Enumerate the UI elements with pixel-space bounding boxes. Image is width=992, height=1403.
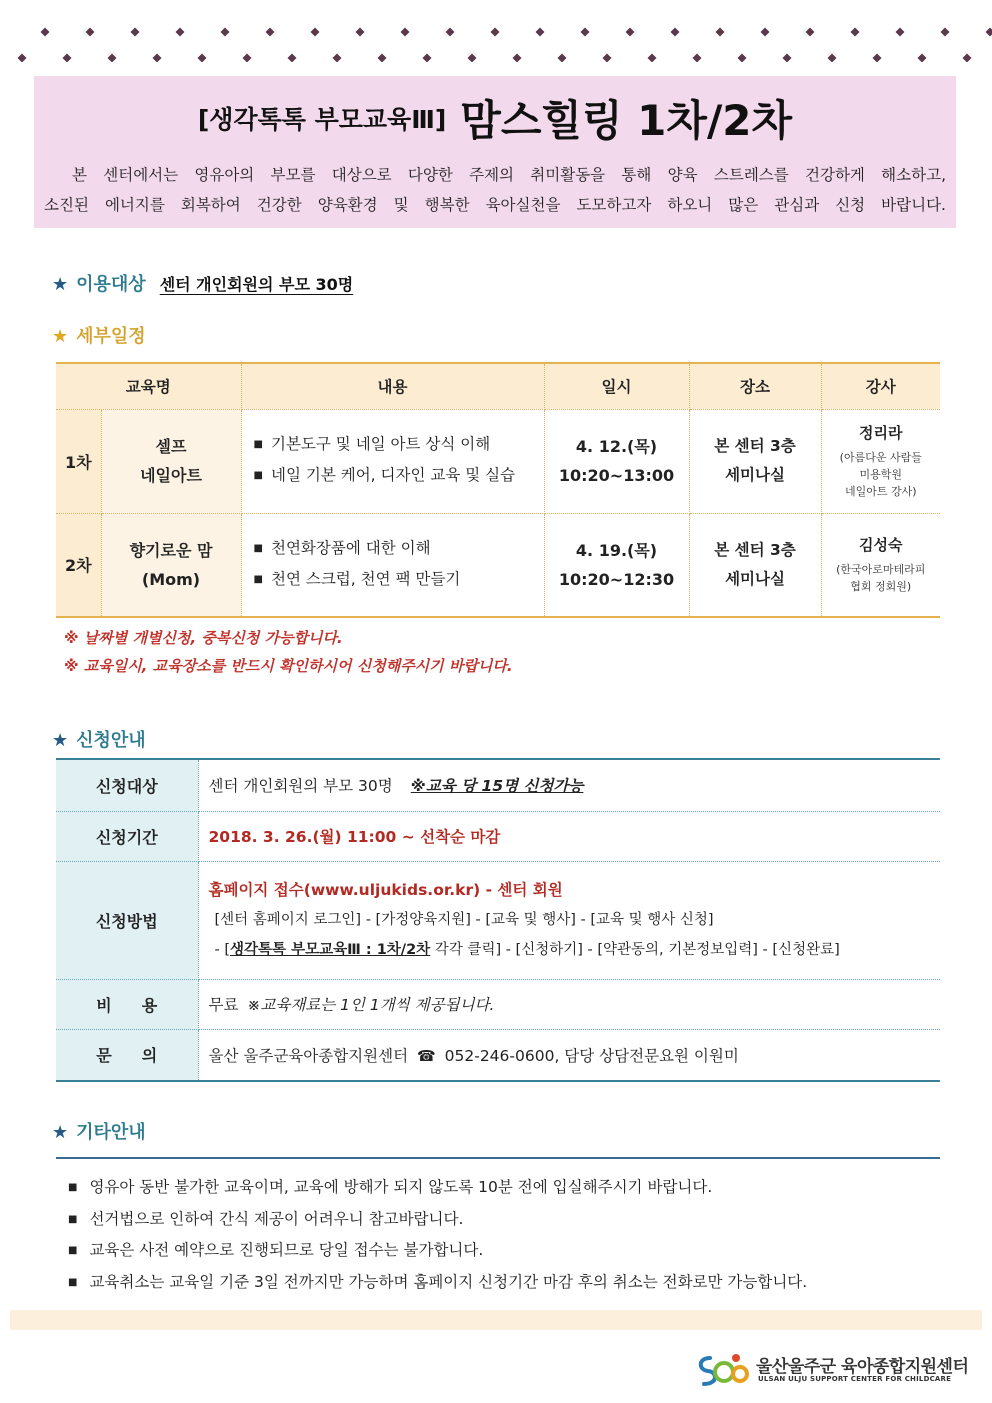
table-row bbox=[56, 811, 940, 861]
place: 세미나실 bbox=[725, 466, 785, 484]
content-item: ■ 기본도구 및 네일 아트 상식 이해 bbox=[254, 430, 544, 461]
table-row bbox=[56, 513, 940, 617]
logo-name-ko: 울산울주군 육아종합지원센터 bbox=[756, 1357, 969, 1377]
dot-mark bbox=[41, 28, 50, 37]
target-heading: 이용대상 bbox=[76, 274, 146, 295]
round-cell: 1차 bbox=[56, 409, 101, 513]
content-item: ■ 천연 스크럽, 천연 팩 만들기 bbox=[254, 565, 544, 596]
star-icon: ★ bbox=[52, 1122, 69, 1143]
apply-heading: 신청안내 bbox=[76, 730, 146, 751]
apply-period-label: 신청기간 bbox=[56, 811, 198, 861]
header-content: 내용 bbox=[241, 363, 544, 409]
dot-mark bbox=[851, 28, 860, 37]
content-item: ■ 네일 기본 케어, 디자인 교육 및 실습 bbox=[254, 461, 544, 492]
dot-mark bbox=[108, 54, 117, 63]
lecturer-org: (한국아로마테라피 bbox=[836, 563, 926, 577]
method-seg: - [ bbox=[214, 942, 230, 958]
program-name: 향기로운 맘 bbox=[129, 540, 213, 560]
dot-mark bbox=[896, 28, 905, 37]
method-line bbox=[209, 935, 941, 965]
dot-mark bbox=[941, 28, 950, 37]
list-item: ■ 영유아 동반 불가한 교육이며, 교육에 방해가 되지 않도록 10분 전에 입실해주시기 바랍니다. bbox=[68, 1173, 940, 1205]
apply-table bbox=[56, 758, 940, 1082]
table-row bbox=[56, 759, 940, 811]
phone-icon: ☎ bbox=[417, 1046, 436, 1065]
list-item: ■ 교육은 사전 예약으로 진행되므로 당일 접수는 불가합니다. bbox=[68, 1236, 940, 1268]
header-name: 교육명 bbox=[56, 363, 241, 409]
banner-title bbox=[34, 88, 956, 148]
program-name-cell bbox=[101, 513, 241, 617]
apply-contact-org: 울산 울주군육아종합지원센터 bbox=[208, 1046, 409, 1065]
lecturer-org: 협회 정회원) bbox=[850, 580, 912, 594]
apply-target-note: ※교육 당 15명 신청가능 bbox=[410, 777, 584, 796]
table-row bbox=[56, 409, 940, 513]
logo-mark-icon bbox=[696, 1350, 750, 1390]
schedule-notes bbox=[64, 624, 513, 680]
star-icon: ★ bbox=[52, 730, 69, 751]
apply-cost-cell bbox=[198, 979, 940, 1029]
table-row bbox=[56, 979, 940, 1029]
dot-mark bbox=[333, 54, 342, 63]
dot-mark bbox=[603, 54, 612, 63]
apply-target-value: 센터 개인회원의 부모 30명 bbox=[208, 777, 393, 796]
method-seg: 각각 클릭] - [신청하기] - [약관동의, 기본정보입력] - [신청완료] bbox=[430, 942, 840, 958]
list-item: ■ 선거법으로 인하여 간식 제공이 어려우니 참고바랍니다. bbox=[68, 1205, 940, 1237]
dot-mark bbox=[401, 28, 410, 37]
other-info-box bbox=[56, 1157, 940, 1315]
dot-mark bbox=[243, 54, 252, 63]
center-logo bbox=[696, 1350, 976, 1390]
header-place: 장소 bbox=[689, 363, 821, 409]
content-cell bbox=[241, 409, 544, 513]
dot-mark bbox=[806, 28, 815, 37]
dot-mark bbox=[986, 28, 992, 37]
content-cell bbox=[241, 513, 544, 617]
time: 10:20~12:30 bbox=[558, 569, 675, 589]
note-line: ※ 날짜별 개별신청, 중복신청 가능합니다. bbox=[64, 629, 343, 647]
place: 본 센터 3층 bbox=[714, 540, 796, 559]
dot-mark bbox=[63, 54, 72, 63]
time: 10:20~13:00 bbox=[558, 466, 675, 485]
schedule-section-heading bbox=[52, 322, 146, 348]
apply-cost-value: 무료 bbox=[208, 996, 239, 1014]
lecturer-org: (아름다운 사람들 bbox=[839, 451, 922, 464]
star-icon: ★ bbox=[52, 326, 69, 347]
table-row bbox=[56, 861, 940, 979]
apply-contact-label: 문의 bbox=[96, 1046, 188, 1066]
apply-contact-rest: 052-246-0600, 담당 상담전문요원 이원미 bbox=[444, 1046, 739, 1065]
schedule-heading: 세부일정 bbox=[76, 326, 146, 347]
header-lecturer: 강사 bbox=[821, 363, 940, 409]
star-icon: ★ bbox=[52, 274, 69, 295]
program-name-cell bbox=[101, 409, 241, 513]
banner-pretitle: [생각톡톡 부모교육Ⅲ] bbox=[197, 105, 447, 134]
method-program-name: 생각톡톡 부모교육Ⅲ : 1차/2차 bbox=[230, 942, 431, 958]
content-item: ■ 천연화장품에 대한 이해 bbox=[254, 534, 544, 565]
target-section bbox=[52, 270, 353, 296]
lecturer-name: 김성숙 bbox=[859, 536, 903, 555]
date: 4. 19.(목) bbox=[575, 540, 658, 560]
dot-mark bbox=[873, 54, 882, 63]
dot-mark bbox=[671, 28, 680, 37]
apply-contact-cell bbox=[198, 1029, 940, 1081]
apply-cost-label: 비용 bbox=[96, 995, 188, 1015]
dot-mark bbox=[423, 54, 432, 63]
place: 본 센터 3층 bbox=[714, 437, 796, 455]
round-cell: 2차 bbox=[56, 513, 101, 617]
dot-mark bbox=[738, 54, 747, 63]
dot-mark bbox=[131, 28, 140, 37]
dot-mark bbox=[221, 28, 230, 37]
dot-mark bbox=[761, 28, 770, 37]
method-line: 홈페이지 접수(www.uljukids.or.kr) - 센터 회원 bbox=[208, 881, 563, 899]
dot-mark bbox=[311, 28, 320, 37]
intro-line: 본 센터에서는 영유아의 부모를 대상으로 다양한 주제의 취미활동을 통해 양육 스트레스를 건강하게 해소하고, bbox=[72, 166, 946, 184]
title-banner bbox=[34, 76, 956, 228]
apply-method-label: 신청방법 bbox=[56, 861, 198, 979]
dot-mark bbox=[716, 28, 725, 37]
dot-mark bbox=[378, 54, 387, 63]
apply-contact-label-cell bbox=[56, 1029, 198, 1081]
dot-mark bbox=[693, 54, 702, 63]
apply-cost-note: ※교육재료는 1인 1개씩 제공됩니다. bbox=[247, 996, 495, 1014]
dot-border bbox=[0, 22, 992, 62]
place-cell bbox=[689, 513, 821, 617]
dot-mark bbox=[288, 54, 297, 63]
dot-mark bbox=[153, 54, 162, 63]
dot-mark bbox=[18, 54, 27, 63]
banner-main-title: 맘스힐링 1차/2차 bbox=[460, 96, 793, 145]
dot-mark bbox=[963, 54, 972, 63]
dot-mark bbox=[581, 28, 590, 37]
dot-mark bbox=[558, 54, 567, 63]
program-name: 셀프 bbox=[155, 437, 187, 456]
program-name: (Mom) bbox=[141, 569, 201, 589]
list-item: ■ 교육취소는 교육일 기준 3일 전까지만 가능하며 홈페이지 신청기간 마감 후의 취소는 전화로만 가능합니다. bbox=[68, 1268, 940, 1300]
dot-mark bbox=[536, 28, 545, 37]
dot-mark bbox=[783, 54, 792, 63]
lecturer-org: 미용학원 bbox=[859, 468, 903, 481]
footer-band bbox=[10, 1310, 982, 1330]
header-date: 일시 bbox=[544, 363, 689, 409]
date-cell bbox=[544, 513, 689, 617]
apply-target-label: 신청대상 bbox=[56, 759, 198, 811]
dot-mark bbox=[626, 28, 635, 37]
dot-mark bbox=[86, 28, 95, 37]
date: 4. 12.(목) bbox=[575, 437, 658, 456]
banner-intro bbox=[44, 160, 946, 220]
dot-mark bbox=[446, 28, 455, 37]
other-section-heading bbox=[52, 1118, 146, 1144]
apply-section-heading bbox=[52, 726, 146, 752]
dot-mark bbox=[918, 54, 927, 63]
place: 세미나실 bbox=[725, 569, 785, 588]
schedule-table bbox=[56, 362, 940, 618]
apply-target-cell bbox=[198, 759, 940, 811]
lecturer-org: 네일아트 강사) bbox=[844, 485, 917, 498]
target-value: 센터 개인회원의 부모 30명 bbox=[159, 275, 354, 294]
apply-cost-label-cell bbox=[56, 979, 198, 1029]
logo-name-en: ULSAN ULJU SUPPORT CENTER FOR CHILDCARE bbox=[758, 1375, 952, 1383]
apply-period-cell bbox=[198, 811, 940, 861]
apply-method-cell bbox=[198, 861, 940, 979]
dot-mark bbox=[356, 28, 365, 37]
place-cell bbox=[689, 409, 821, 513]
lecturer-cell bbox=[821, 409, 940, 513]
lecturer-name: 정리라 bbox=[859, 424, 903, 442]
intro-line: 소진된 에너지를 회복하여 건강한 양육환경 및 행복한 육아실천을 도모하고자 하오니 많은 관심과 신청 바랍니다. bbox=[44, 196, 946, 214]
table-header-row bbox=[56, 363, 940, 409]
program-name: 네일아트 bbox=[140, 466, 202, 485]
table-row bbox=[56, 1029, 940, 1081]
apply-period-value: 2018. 3. 26.(월) 11:00 ~ 선착순 마감 bbox=[208, 828, 501, 846]
dot-mark bbox=[828, 54, 837, 63]
dot-mark bbox=[513, 54, 522, 63]
dot-mark bbox=[491, 28, 500, 37]
note-line: ※ 교육일시, 교육장소를 반드시 확인하시어 신청해주시기 바랍니다. bbox=[64, 657, 513, 675]
dot-mark bbox=[198, 54, 207, 63]
dot-mark bbox=[648, 54, 657, 63]
method-line: [센터 홈페이지 로그인] - [가정양육지원] - [교육 및 행사] - [교육 및 행사 신청] bbox=[214, 912, 714, 928]
other-heading: 기타안내 bbox=[76, 1122, 146, 1143]
date-cell bbox=[544, 409, 689, 513]
dot-mark bbox=[266, 28, 275, 37]
dot-mark bbox=[468, 54, 477, 63]
lecturer-cell bbox=[821, 513, 940, 617]
dot-mark bbox=[176, 28, 185, 37]
